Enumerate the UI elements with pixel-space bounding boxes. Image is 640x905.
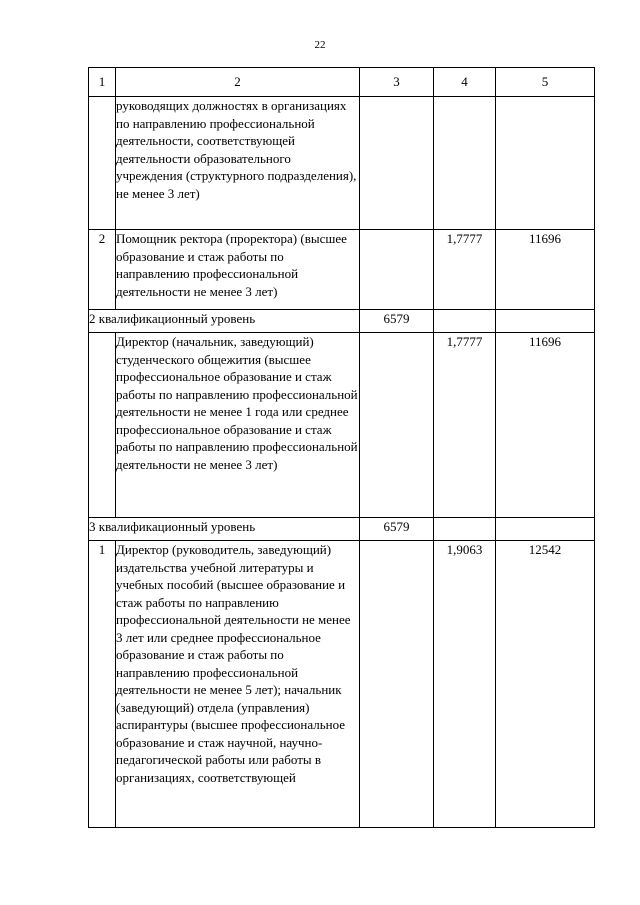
qualification-level-label: 2 квалификационный уровень: [89, 310, 360, 333]
page-number: 22: [314, 39, 326, 51]
column-header-4: 4: [434, 68, 496, 97]
salary-cell: [496, 97, 595, 230]
qualification-level-row: [89, 310, 595, 333]
qualification-level-row: [89, 518, 595, 541]
table-header-row: [89, 68, 595, 97]
row-number: 2: [89, 230, 116, 310]
column-header-1: 1: [89, 68, 116, 97]
table-row: [89, 333, 595, 518]
column-header-5: 5: [496, 68, 595, 97]
position-description: Директор (руководитель, заведующий) издательства учебной литературы и учебных пособий (высшее образование и стаж работы по направлению профессиональной деятельности не менее 3 лет или среднее профессиональное образование и стаж работы по направлению профессиональной деятельности не менее 5 лет); начальник (заведующий) отдела (управления) аспирантуры (высшее профессиональное образование и стаж научной, научно-педагогической работы или работы в организациях, соответствующей: [116, 541, 360, 828]
coefficient-cell: [434, 518, 496, 541]
base-salary-cell: 6579: [360, 518, 434, 541]
coefficient-cell: [434, 97, 496, 230]
base-salary-cell: 6579: [360, 310, 434, 333]
row-number: [89, 97, 116, 230]
table-row: [89, 541, 595, 828]
row-number: [89, 333, 116, 518]
position-description: Директор (начальник, заведующий) студенческого общежития (высшее профессиональное образование и стаж работы по направлению профессиональной деятельности не менее 1 года или среднее профессиональное образование и стаж работы по направлению профессиональной деятельности не менее 3 лет): [116, 333, 360, 518]
base-salary-cell: [360, 97, 434, 230]
table-row: [89, 230, 595, 310]
row-number: 1: [89, 541, 116, 828]
position-description: руководящих должностях в организациях по направлению профессиональной деятельности, соответствующей деятельности образовательного учреждения (структурного подразделения), не менее 3 лет): [116, 97, 360, 230]
salary-cell: 12542: [496, 541, 595, 828]
coefficient-cell: 1,7777: [434, 333, 496, 518]
base-salary-cell: [360, 541, 434, 828]
base-salary-cell: [360, 333, 434, 518]
column-header-2: 2: [116, 68, 360, 97]
salary-cell: 11696: [496, 333, 595, 518]
coefficient-cell: [434, 310, 496, 333]
salary-table: [88, 67, 595, 828]
table-row: [89, 97, 595, 230]
coefficient-cell: 1,9063: [434, 541, 496, 828]
base-salary-cell: [360, 230, 434, 310]
salary-cell: [496, 310, 595, 333]
salary-cell: [496, 518, 595, 541]
coefficient-cell: 1,7777: [434, 230, 496, 310]
column-header-3: 3: [360, 68, 434, 97]
position-description: Помощник ректора (проректора) (высшее образование и стаж работы по направлению профессиональной деятельности не менее 3 лет): [116, 230, 360, 310]
salary-cell: 11696: [496, 230, 595, 310]
qualification-level-label: 3 квалификационный уровень: [89, 518, 360, 541]
